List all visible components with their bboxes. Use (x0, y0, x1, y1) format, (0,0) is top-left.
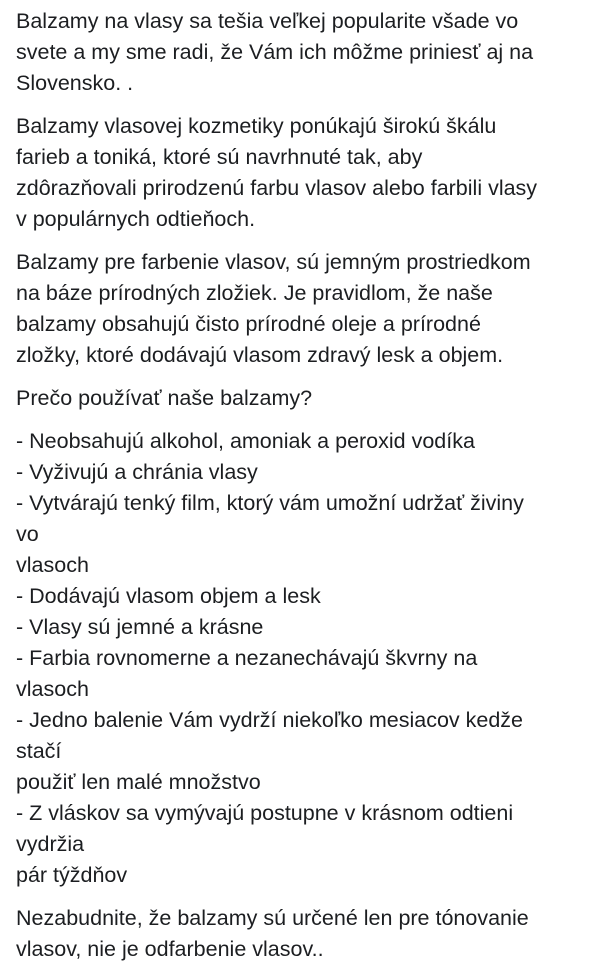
text-line: vlasov, nie je odfarbenie vlasov.. (16, 937, 324, 961)
text-line: Balzamy pre farbenie vlasov, sú jemným prostriedkom (16, 250, 531, 274)
paragraph-cosmetics (16, 111, 608, 235)
text-line: farieb a toniká, ktoré sú navrhnuté tak, aby (16, 145, 423, 169)
list-item: stačí (16, 739, 62, 763)
paragraph-intro (16, 6, 608, 99)
list-item: - Neobsahujú alkohol, amoniak a peroxid vodíka (16, 429, 475, 453)
list-item: - Vytvárajú tenký film, ktorý vám umožní udržať živiny (16, 491, 524, 515)
text-line: svete a my sme radi, že Vám ich môžme priniesť aj na (16, 40, 534, 64)
list-item: pár týždňov (16, 863, 128, 887)
list-item: - Vyživujú a chránia vlasy (16, 460, 258, 484)
text-line: Balzamy vlasovej kozmetiky ponúkajú širokú škálu (16, 114, 497, 138)
list-item: vo (16, 522, 39, 546)
text-line: zložky, ktoré dodávajú vlasom zdravý lesk a objem. (16, 343, 504, 367)
paragraph-reminder (16, 903, 608, 965)
paragraph-question (16, 383, 608, 414)
list-item: vlasoch (16, 677, 89, 701)
paragraph-natural (16, 247, 608, 371)
list-item: - Vlasy sú jemné a krásne (16, 615, 264, 639)
post-text (16, 6, 608, 977)
list-item: vydržia (16, 832, 85, 856)
text-line: v populárnych odtieňoch. (16, 207, 256, 231)
text-line: Slovensko. . (16, 71, 134, 95)
text-line: balzamy obsahujú čisto prírodné oleje a prírodné (16, 312, 481, 336)
text-line: Nezabudnite, že balzamy sú určené len pre tónovanie (16, 906, 529, 930)
benefits-list (16, 426, 608, 891)
list-item: - Jedno balenie Vám vydrží niekoľko mesiacov kedže (16, 708, 523, 732)
text-line: Balzamy na vlasy sa tešia veľkej popularite všade vo (16, 9, 519, 33)
list-item: použiť len malé množstvo (16, 770, 261, 794)
list-item: vlasoch (16, 553, 89, 577)
list-item: - Z vláskov sa vymývajú postupne v krásnom odtieni (16, 801, 514, 825)
text-line: na báze prírodných zložiek. Je pravidlom, že naše (16, 281, 493, 305)
text-line: Prečo používať naše balzamy? (16, 386, 313, 410)
text-line: zdôrazňovali prirodzenú farbu vlasov alebo farbili vlasy (16, 176, 538, 200)
list-item: - Farbia rovnomerne a nezanechávajú škvrny na (16, 646, 478, 670)
list-item: - Dodávajú vlasom objem a lesk (16, 584, 321, 608)
